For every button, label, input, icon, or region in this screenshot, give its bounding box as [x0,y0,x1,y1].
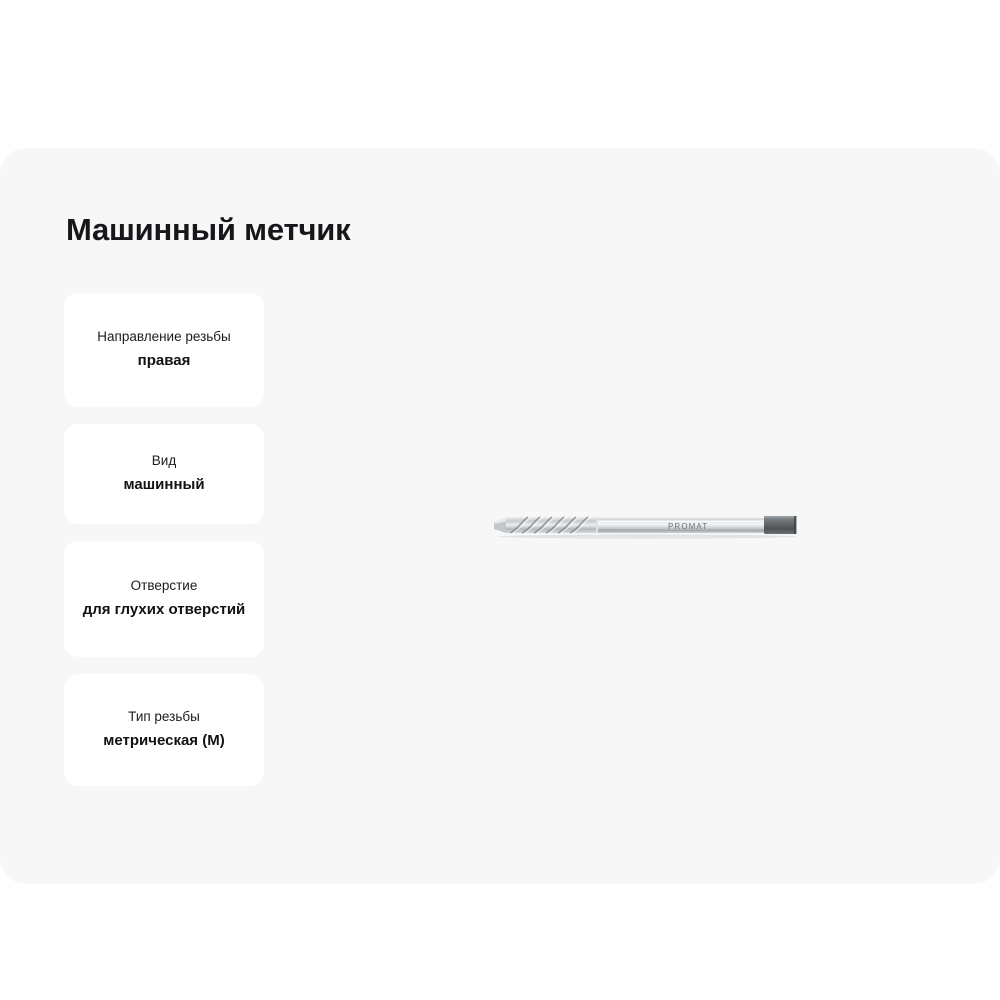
spec-value: для глухих отверстий [82,600,246,618]
spec-value: метрическая (M) [103,731,225,749]
machine-tap-photo [492,495,804,555]
spec-label: Вид [151,452,177,468]
spec-value: машинный [123,475,205,493]
page-title: Машинный метчик [66,212,351,247]
spec-label: Отверстие [130,577,198,593]
machine-tap-icon [492,495,804,555]
spec-card-list [64,293,264,786]
spec-card-thread-type [64,674,264,786]
spec-card-hole [64,541,264,657]
spec-label: Направление резьбы [97,328,231,344]
spec-card-type [64,424,264,524]
spec-label: Тип резьбы [128,708,200,724]
brand-marking: PROMAT [668,522,709,531]
spec-value: правая [137,351,191,369]
spec-card-thread-direction [64,293,264,407]
